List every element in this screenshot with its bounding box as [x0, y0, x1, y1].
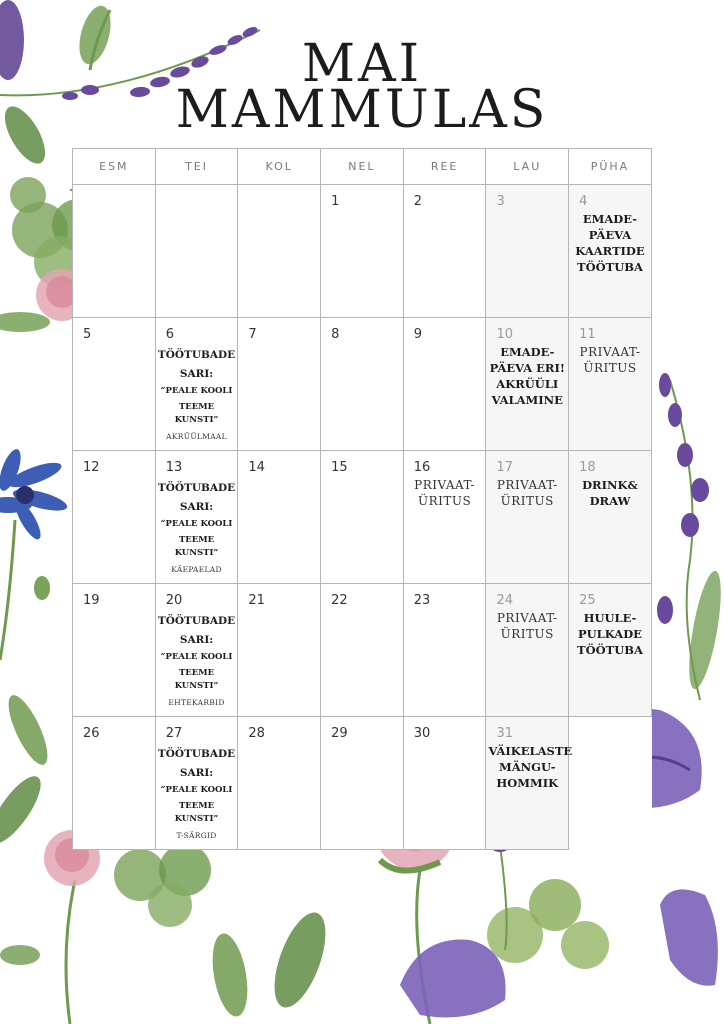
- event-line: “PEALE KOOLI: [160, 652, 233, 662]
- event-label: [488, 344, 566, 408]
- day-number: 14: [248, 460, 265, 475]
- calendar-day-cell: [569, 584, 652, 717]
- weekday-fri: REE: [403, 149, 486, 185]
- day-number: 26: [83, 726, 100, 741]
- calendar-day-cell: [73, 717, 156, 850]
- day-number: 18: [579, 460, 596, 475]
- day-number: 30: [413, 726, 431, 741]
- day-number: 16: [413, 460, 431, 475]
- event-line: PULKADE: [577, 627, 642, 641]
- event-line: TÖÖTUBA: [577, 643, 643, 657]
- calendar-day-cell: [321, 451, 404, 584]
- event-line: PÄEVA: [588, 228, 632, 242]
- weekday-mon: ESM: [73, 149, 156, 185]
- event-label: [158, 477, 236, 575]
- calendar-week-row: [73, 717, 652, 850]
- calendar-day-cell: [486, 584, 569, 717]
- event-line: TEEME KUNSTI”: [174, 801, 219, 824]
- day-number: 15: [331, 460, 348, 475]
- calendar-day-cell: [321, 584, 404, 717]
- event-line: SARI:: [179, 767, 214, 779]
- day-number: 22: [331, 593, 348, 608]
- calendar-day-cell: [238, 584, 321, 717]
- calendar-day-cell: [569, 185, 652, 318]
- day-number: 6: [165, 327, 174, 342]
- calendar-week-row: [73, 185, 652, 318]
- event-label: [488, 610, 566, 642]
- day-number: 5: [83, 327, 92, 342]
- day-number: 28: [248, 726, 265, 741]
- event-line: PRIVAAT-: [496, 478, 558, 492]
- event-line: VÄIKELASTE: [488, 744, 573, 758]
- event-line: TÖÖTUBADE: [157, 748, 236, 760]
- day-number: 21: [248, 593, 265, 608]
- event-line: “PEALE KOOLI: [160, 519, 233, 529]
- clover-blossom-left-bottom-icon: [44, 830, 100, 1024]
- event-line: T-SÄRGID: [176, 831, 217, 840]
- weekday-tue: TEI: [155, 149, 238, 185]
- day-number: 20: [165, 593, 183, 608]
- calendar-day-cell: [486, 318, 569, 451]
- day-number: 17: [496, 460, 513, 475]
- calendar-day-cell: [155, 318, 238, 451]
- event-line: SARI:: [179, 368, 214, 380]
- calendar-day-cell: [569, 318, 652, 451]
- event-label: [571, 477, 649, 509]
- calendar-day-cell: [403, 451, 486, 584]
- event-line: ÜRITUS: [417, 494, 472, 508]
- event-line: TEEME KUNSTI”: [174, 402, 219, 425]
- event-line: TÖÖTUBADE: [157, 615, 236, 627]
- calendar-week-row: [73, 318, 652, 451]
- title-place: MAMMULAS: [175, 80, 549, 140]
- event-label: [488, 743, 573, 791]
- calendar-day-cell: [73, 185, 156, 318]
- calendar-day-cell: [73, 584, 156, 717]
- day-number: 4: [579, 194, 588, 209]
- weekday-sun: PÜHA: [569, 149, 652, 185]
- calendar-day-cell: [321, 185, 404, 318]
- calendar-day-cell: [403, 185, 486, 318]
- event-line: SARI:: [179, 501, 214, 513]
- weekday-thu: NEL: [321, 149, 404, 185]
- day-number: 19: [83, 593, 100, 608]
- event-label: [571, 344, 649, 376]
- event-line: TÖÖTUBADE: [157, 349, 236, 361]
- calendar-day-cell: [403, 717, 486, 850]
- event-line: KÄEPAELAD: [171, 565, 222, 574]
- day-number: 8: [331, 327, 340, 342]
- event-line: KAARTIDE: [575, 244, 645, 258]
- cornflower-left-icon: [0, 447, 69, 851]
- weekday-header-row: [73, 149, 652, 185]
- calendar-day-cell: [155, 584, 238, 717]
- event-line: EHTEKARBID: [168, 698, 225, 707]
- day-number: 23: [413, 593, 431, 608]
- day-number: 12: [83, 460, 100, 475]
- calendar-week-row: [73, 584, 652, 717]
- calendar-week-row: [73, 451, 652, 584]
- event-line: SARI:: [179, 634, 214, 646]
- event-label: [158, 344, 236, 442]
- calendar-day-cell: [321, 318, 404, 451]
- calendar-day-cell: [73, 451, 156, 584]
- event-line: “PEALE KOOLI: [160, 785, 233, 795]
- calendar-day-cell: [403, 584, 486, 717]
- event-line: PRIVAAT-: [414, 478, 476, 492]
- day-number: 7: [248, 327, 257, 342]
- calendar-day-cell: [321, 717, 404, 850]
- calendar-day-cell: [155, 451, 238, 584]
- calendar-day-cell: [155, 717, 238, 850]
- day-number: 24: [496, 593, 513, 608]
- day-number: 31: [496, 726, 513, 741]
- event-line: EMADE-: [500, 345, 555, 359]
- event-line: ÜRITUS: [500, 627, 554, 641]
- day-number: 27: [165, 726, 183, 741]
- event-line: MÄNGU-: [498, 760, 556, 774]
- event-line: PRIVAAT-: [579, 345, 641, 359]
- event-line: ÜRITUS: [583, 361, 637, 375]
- event-label: [158, 743, 236, 841]
- event-line: PÄEVA ERI!: [489, 361, 565, 375]
- calendar-day-cell: [155, 185, 238, 318]
- event-line: AKRÜÜLI: [496, 377, 559, 391]
- calendar-day-cell: [569, 717, 652, 850]
- event-line: HUULE-: [583, 611, 637, 625]
- calendar-day-cell: [238, 451, 321, 584]
- event-label: [571, 211, 649, 275]
- day-number: 29: [331, 726, 348, 741]
- event-line: ÜRITUS: [500, 494, 554, 508]
- event-line: HOMMIK: [496, 776, 559, 790]
- day-number: 13: [165, 460, 183, 475]
- day-number: 11: [579, 327, 596, 342]
- calendar-grid: [72, 148, 652, 850]
- day-number: 9: [413, 327, 423, 342]
- calendar-day-cell: [486, 451, 569, 584]
- event-line: AKRÜÜLMAAL: [166, 432, 227, 441]
- day-number: 2: [413, 194, 423, 209]
- day-number: 10: [496, 327, 513, 342]
- weekday-sat: LAU: [486, 149, 569, 185]
- event-line: DRINK&: [582, 478, 638, 492]
- event-label: [488, 477, 566, 509]
- event-line: EMADE-: [582, 212, 638, 226]
- day-number: 3: [496, 194, 505, 209]
- calendar-day-cell: [403, 318, 486, 451]
- calendar-day-cell: [569, 451, 652, 584]
- calendar-day-cell: [486, 717, 573, 850]
- event-line: PRIVAAT-: [496, 611, 558, 625]
- event-label: [406, 477, 484, 509]
- event-label: [158, 610, 236, 708]
- event-label: [571, 610, 649, 658]
- event-line: TEEME KUNSTI”: [174, 668, 219, 691]
- day-number: 1: [331, 194, 340, 209]
- calendar-day-cell: [73, 318, 156, 451]
- lavender-right-icon: [657, 373, 724, 700]
- event-line: TÖÖTUBADE: [157, 482, 236, 494]
- event-line: TEEME KUNSTI”: [174, 535, 219, 558]
- day-number: 25: [579, 593, 596, 608]
- weekday-wed: KOL: [238, 149, 321, 185]
- calendar-day-cell: [238, 185, 321, 318]
- calendar-day-cell: [238, 318, 321, 451]
- event-line: TÖÖTUBA: [577, 260, 643, 274]
- event-line: “PEALE KOOLI: [160, 386, 233, 396]
- calendar-day-cell: [238, 717, 321, 850]
- event-line: DRAW: [589, 494, 631, 508]
- title-month: MAI: [301, 34, 423, 94]
- event-line: VALAMINE: [491, 393, 563, 407]
- calendar-day-cell: [486, 185, 569, 318]
